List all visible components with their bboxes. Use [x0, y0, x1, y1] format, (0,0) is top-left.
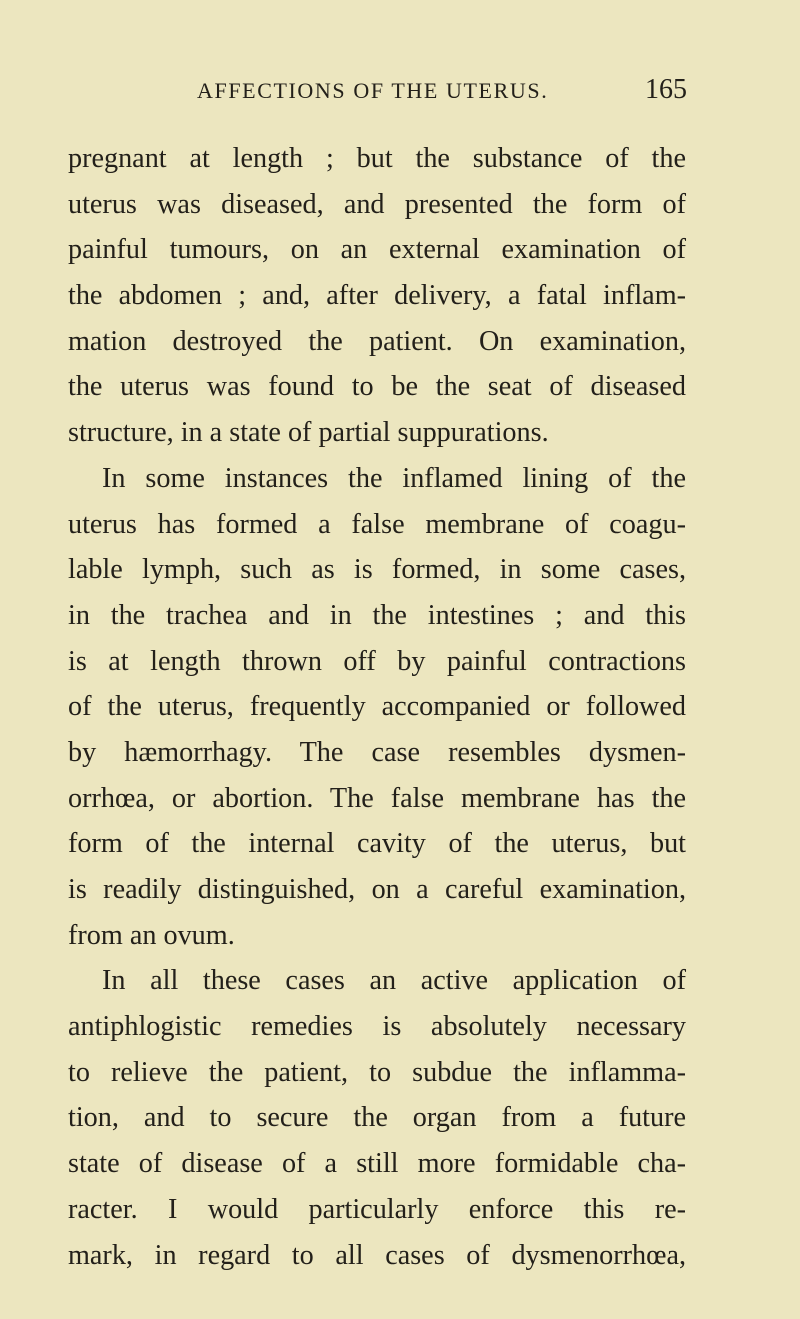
paragraph-start-line: In all these cases an active application of: [102, 965, 686, 997]
text-line: antiphlogistic remedies is absolutely necessary: [68, 1011, 686, 1043]
text-line: form of the internal cavity of the uterus, but: [68, 828, 686, 860]
paragraph-start-line: In some instances the inflamed lining of the: [102, 462, 686, 494]
text-line: state of disease of a still more formidable cha-: [68, 1148, 686, 1180]
text-line: is readily distinguished, on a careful examination,: [68, 874, 686, 905]
text-line: in the trachea and in the intestines ; and this: [68, 599, 686, 631]
page-number: 165: [645, 74, 687, 105]
text-line: from an ovum.: [68, 919, 235, 951]
text-line: mation destroyed the patient. On examination,: [68, 325, 686, 357]
text-line: the uterus was found to be the seat of diseased: [68, 371, 686, 403]
text-line: of the uterus, frequently accompanied or followed: [68, 691, 686, 723]
running-head: [197, 74, 687, 114]
text-line: painful tumours, on an external examination of: [68, 234, 686, 266]
text-line: the abdomen ; and, after delivery, a fatal inflam-: [68, 280, 686, 312]
body-text: [68, 136, 686, 1278]
text-line: to relieve the patient, to subdue the inflamma-: [68, 1056, 686, 1088]
text-line: by hæmorrhagy. The case resembles dysmen-: [68, 736, 686, 768]
text-line: mark, in regard to all cases of dysmenorrhœa,: [68, 1239, 686, 1271]
text-line: is at length thrown off by painful contractions: [68, 645, 686, 677]
text-line: tion, and to secure the organ from a future: [68, 1102, 686, 1134]
text-line: structure, in a state of partial suppurations.: [68, 417, 549, 449]
text-line: orrhœa, or abortion. The false membrane has the: [68, 782, 686, 814]
text-line: racter. I would particularly enforce this re-: [68, 1193, 686, 1225]
text-line: lable lymph, such as is formed, in some cases,: [68, 554, 686, 586]
text-line: uterus has formed a false membrane of coagu-: [68, 508, 686, 540]
text-line: pregnant at length ; but the substance of the: [68, 143, 686, 174]
running-title: AFFECTIONS OF THE UTERUS.: [197, 78, 549, 103]
text-line: uterus was diseased, and presented the form of: [68, 188, 686, 220]
